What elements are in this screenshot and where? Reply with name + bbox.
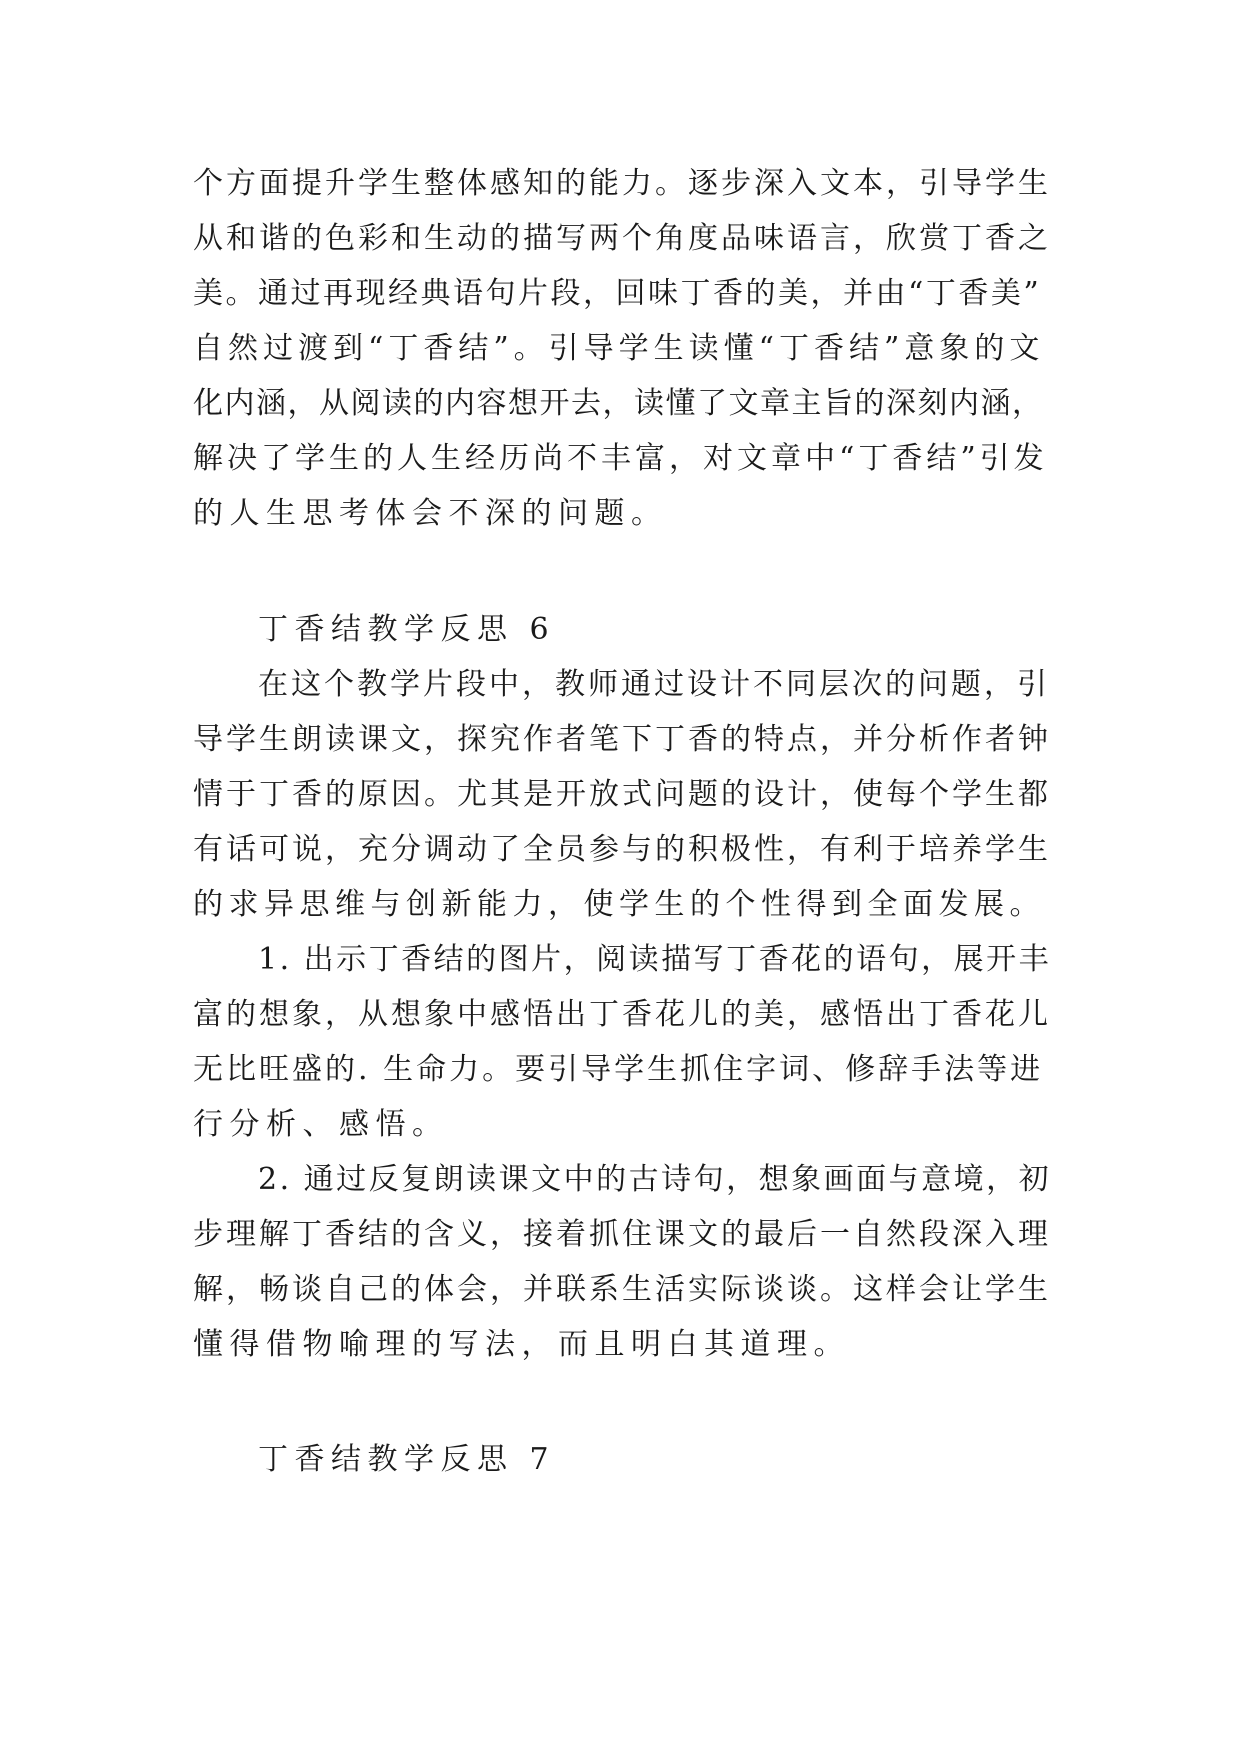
paragraph-line: 自然过渡到“丁香结”。引导学生读懂“丁香结”意象的文 <box>193 331 1045 366</box>
paragraph-line: 有话可说，充分调动了全员参与的积极性，有利于培养学生 <box>193 832 1051 867</box>
paragraph-line: 富的想象，从想象中感悟出丁香花儿的美，感悟出丁香花儿 <box>193 997 1051 1032</box>
paragraph-line: 步理解丁香结的含义，接着抓住课文的最后一自然段深入理 <box>193 1217 1051 1252</box>
paragraph-line: 从和谐的色彩和生动的描写两个角度品味语言，欣赏丁香之 <box>193 221 1051 256</box>
paragraph-line: 的人生思考体会不深的问题。 <box>193 496 668 531</box>
paragraph-line: 解，畅谈自己的体会，并联系生活实际谈谈。这样会让学生 <box>193 1272 1051 1307</box>
paragraph-line: 行分析、感悟。 <box>193 1107 449 1142</box>
section-heading: 丁香结教学反思 6 <box>258 612 556 647</box>
paragraph-line: 美。通过再现经典语句片段，回味丁香的美，并由“丁香美” <box>193 276 1042 311</box>
numbered-item-line: 1. 出示丁香结的图片，阅读描写丁香花的语句，展开丰 <box>258 942 1052 977</box>
paragraph-line: 情于丁香的原因。尤其是开放式问题的设计，使每个学生都 <box>193 777 1051 812</box>
paragraph-line: 的求异思维与创新能力，使学生的个性得到全面发展。 <box>193 887 1045 922</box>
section-heading: 丁香结教学反思 7 <box>258 1442 556 1477</box>
paragraph-line: 导学生朗读课文，探究作者笔下丁香的特点，并分析作者钟 <box>193 722 1051 757</box>
paragraph-line: 懂得借物喻理的写法，而且明白其道理。 <box>193 1327 850 1362</box>
paragraph-line: 化内涵，从阅读的内容想开去，读懂了文章主旨的深刻内涵， <box>193 386 1044 421</box>
paragraph-line: 无比旺盛的. 生命力。要引导学生抓住字词、修辞手法等进 <box>193 1052 1044 1087</box>
paragraph-line: 个方面提升学生整体感知的能力。逐步深入文本，引导学生 <box>193 166 1051 201</box>
paragraph-line: 解决了学生的人生经历尚不丰富，对文章中“丁香结”引发 <box>193 441 1048 476</box>
numbered-item-line: 2. 通过反复朗读课文中的古诗句，想象画面与意境，初 <box>258 1162 1052 1197</box>
paragraph-line: 在这个教学片段中，教师通过设计不同层次的问题，引 <box>258 667 1050 702</box>
